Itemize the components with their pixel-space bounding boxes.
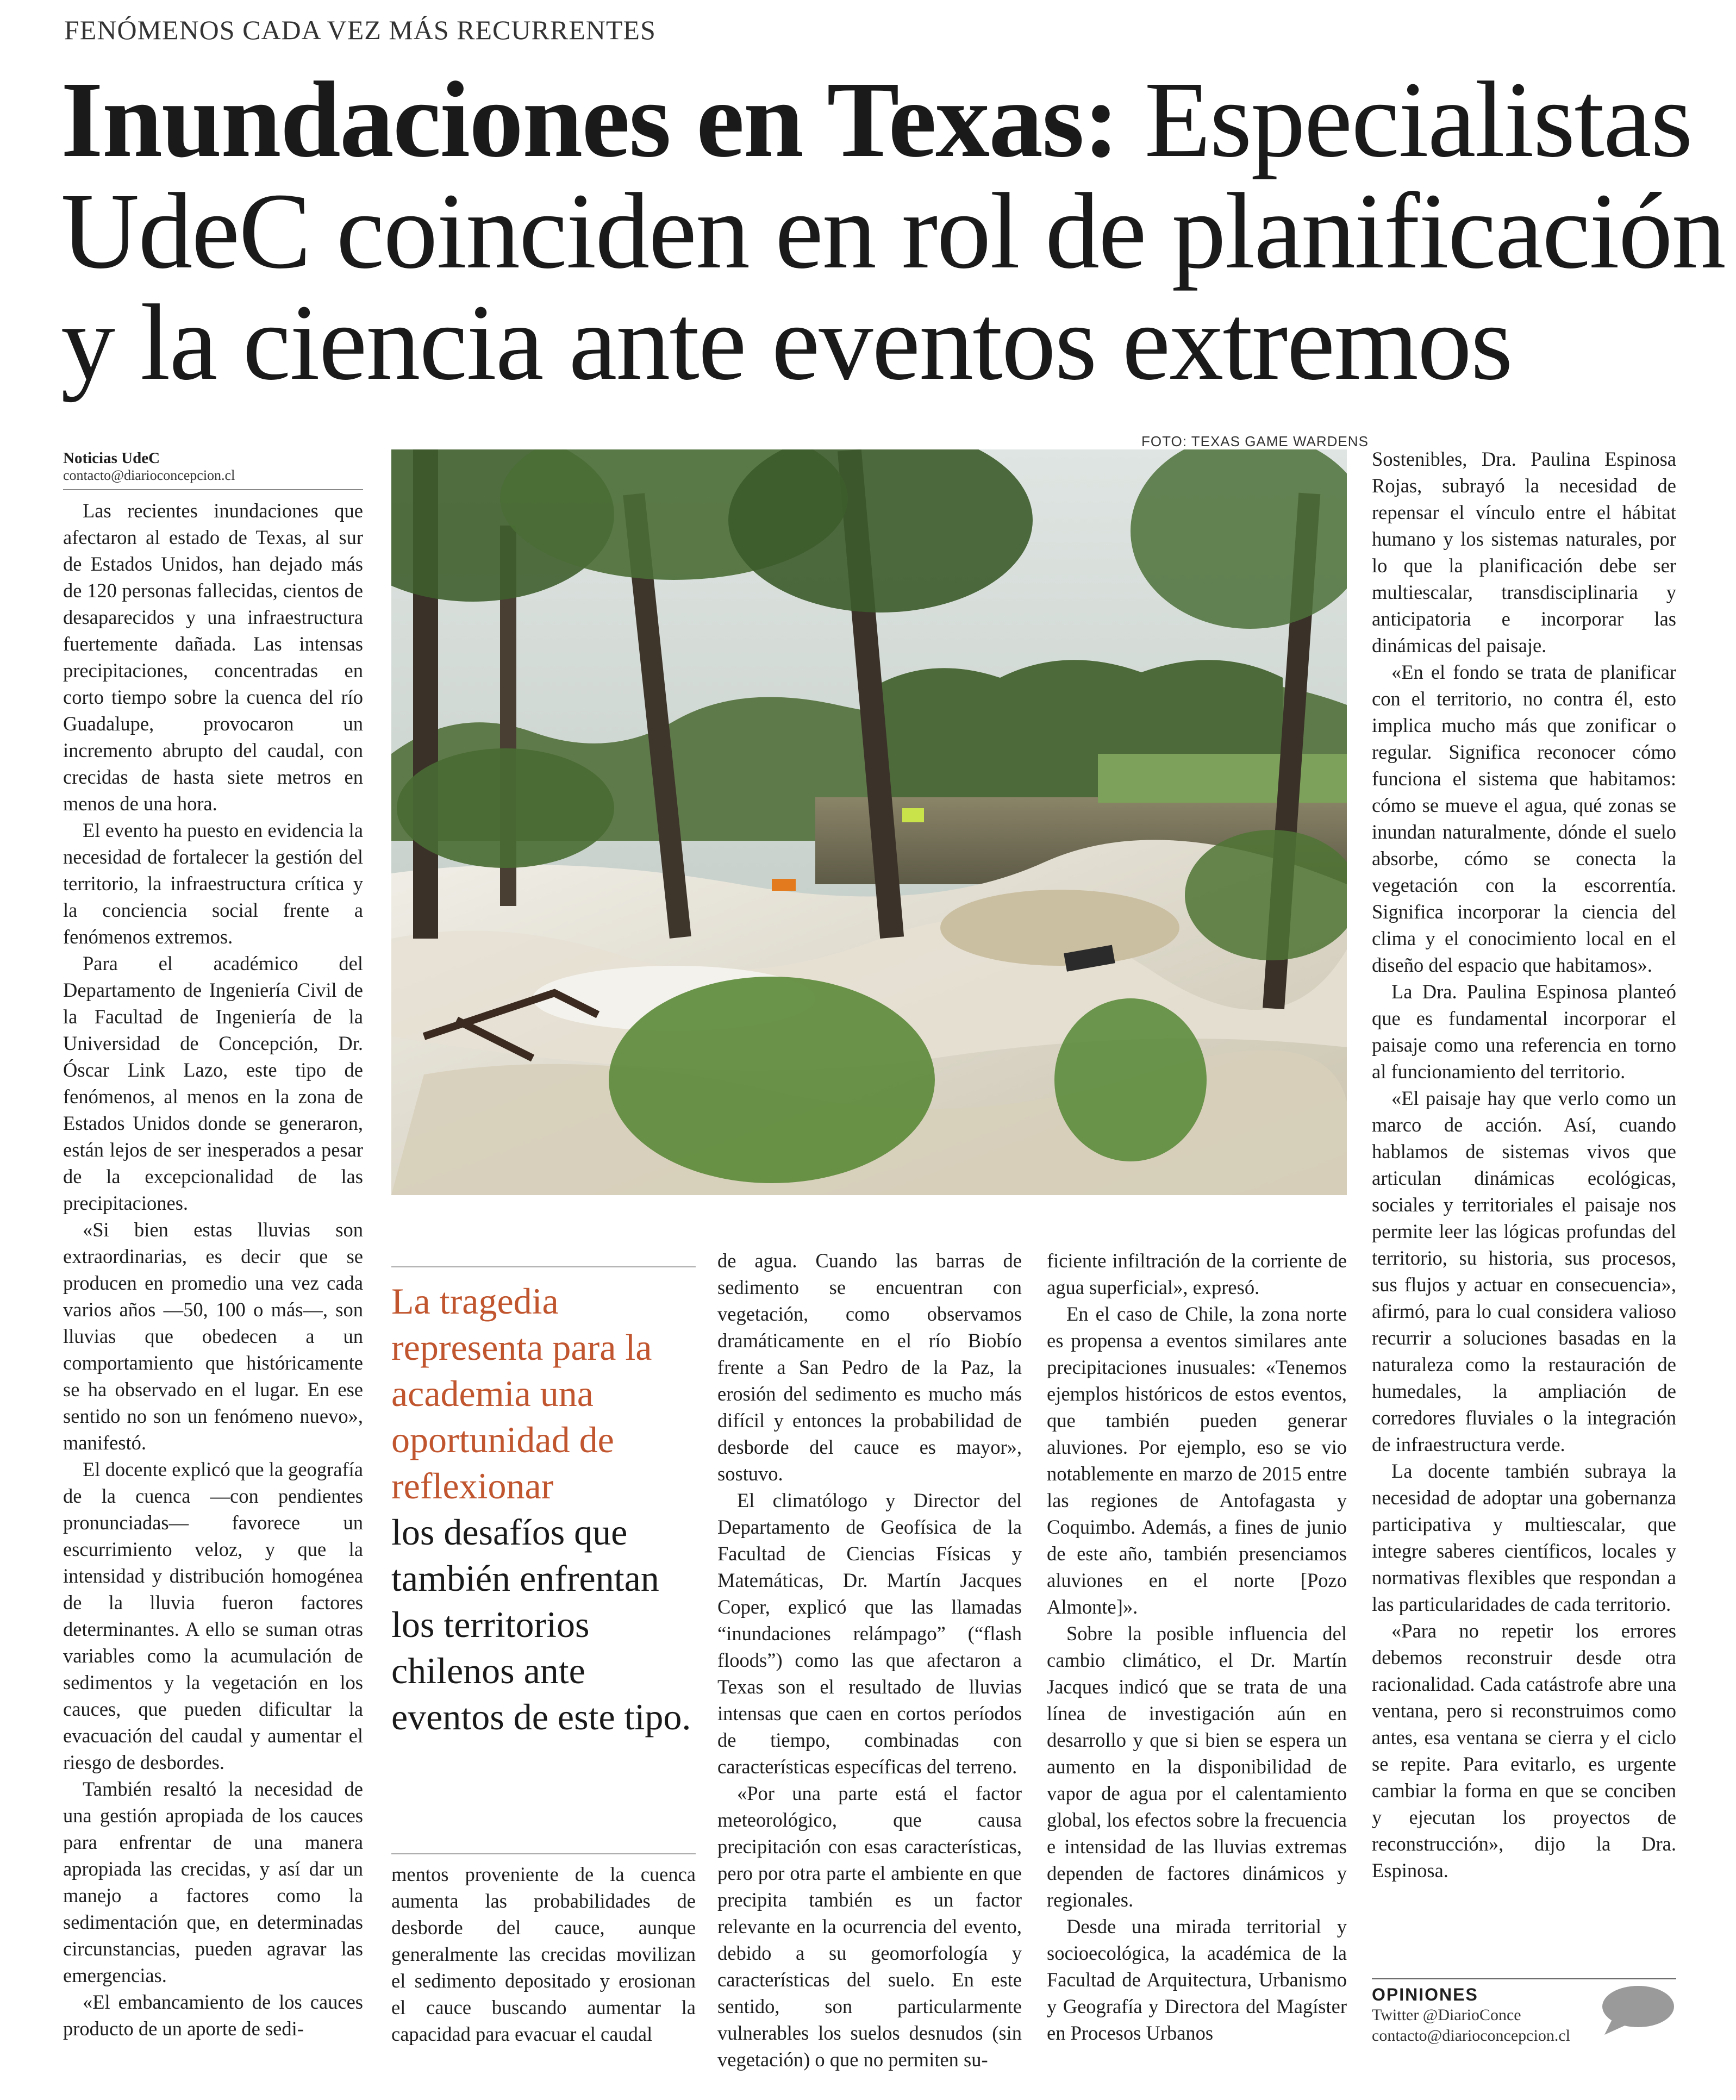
pull-quote <box>391 1266 696 1740</box>
section-kicker: FENÓMENOS CADA VEZ MÁS RECURRENTES <box>64 15 656 45</box>
col5-paragraph: La docente también subraya la necesidad de adoptar una gobernanza participativa y multiescalar, que integre saberes científicos, locales y normativas flexibles que respondan a las particularidades de cada territorio. <box>1372 1460 1676 1615</box>
col1-paragraph: Las recientes inundaciones que afectaron al estado de Texas, al sur de Estados Unidos, han dejado más de 120 personas fallecidas, cientos de desaparecidos y una infraestructura fuertemente dañada. Las intensas precipitaciones, concentradas en corto tiempo sobre la cuenca del río Guadalupe, provocaron un incremento abrupto del caudal, con crecidas de hasta siete metros en menos de una hora. <box>63 499 363 815</box>
article-column-2 <box>391 1861 696 2047</box>
flood-photo-illustration <box>391 449 1347 1195</box>
flood-photo <box>391 449 1347 1195</box>
col1-paragraph: «Si bien estas lluvias son extraordinarias, es decir que se producen en promedio una vez cada varios años —50, 100 o más—, son lluvias que obedecen a un comportamiento que históricamente se ha observado en el lugar. En ese sentido no son un fenómeno nuevo», manifestó. <box>63 1218 363 1454</box>
headline <box>61 60 1725 403</box>
col3-paragraph: de agua. Cuando las barras de sedimento se encuentran con vegetación, como observamos dramáticamente en el río Biobío frente a San Pedro de la Paz, la erosión del sedimento es mucho más difícil y entonces la probabilidad de desborde del cauce es mayor», sostuvo. <box>717 1249 1022 1485</box>
col5-paragraph: Sostenibles, Dra. Paulina Espinosa Rojas, subrayó la necesidad de repensar el vínculo entre el hábitat humano y los sistemas naturales, por lo que la planificación debe ser multiescalar, transdisciplinaria y anticipatoria e incorporar las dinámicas del paisaje. <box>1372 448 1676 657</box>
pull-quote-rule-bottom <box>391 1853 696 1854</box>
col5-paragraph: La Dra. Paulina Espinosa planteó que es fundamental incorporar el paisaje como una referencia en torno al funcionamiento del territorio. <box>1372 980 1676 1083</box>
byline-name: Noticias UdeC <box>63 449 160 467</box>
col1-paragraph: Para el académico del Departamento de Ingeniería Civil de la Facultad de Ingeniería de la Universidad de Concepción, Dr. Óscar Link Lazo, este tipo de fenómenos, al menos en la zona de Estados Unidos donde se generaron, están lejos de ser inesperados a pesar de la excepcionalidad de las precipitaciones. <box>63 952 363 1214</box>
col1-paragraph: El docente explicó que la geografía de la cuenca —con pendientes pronunciadas— favorece un escurrimiento veloz, y que la intensidad y distribución homogénea de la lluvia fueron factores determinantes. A ello se suman otras variables como la acumulación de sedimentos y la vegetación en los cauces, que pueden dificultar la evacuación del caudal y aumentar el riesgo de desbordes. <box>63 1458 363 1773</box>
headline-bold: Inundaciones en Texas: <box>61 60 1119 180</box>
byline-email: contacto@diarioconcepcion.cl <box>63 467 235 483</box>
headline-line3: y la ciencia ante eventos extremos <box>61 283 1512 403</box>
col1-paragraph: «El embancamiento de los cauces producto de un aporte de sedi- <box>63 1991 363 2040</box>
opinions-rule <box>1372 1978 1676 1979</box>
headline-line2: UdeC coinciden en rol de planificación <box>61 171 1725 291</box>
article-column-4 <box>1047 1247 1347 2046</box>
photo-credit: FOTO: TEXAS GAME WARDENS <box>1141 433 1369 449</box>
pull-quote-rule-top <box>391 1266 696 1267</box>
speech-bubble-icon <box>1597 1984 1676 2041</box>
headline-line1-rest: Especialistas <box>1118 60 1692 180</box>
article-column-3 <box>717 1247 1022 2073</box>
col4-paragraph: Sobre la posible influencia del cambio climático, el Dr. Martín Jacques indicó que se trata de una línea de investigación aún en desarrollo y que si bien se espera un aumento en la disponibilidad de vapor de agua por el calentamiento global, los efectos sobre la frecuencia e intensidad de las lluvias extremas dependen de factores dinámicos y regionales. <box>1047 1622 1347 1911</box>
opinions-email[interactable]: contacto@diarioconcepcion.cl <box>1372 2027 1570 2045</box>
col3-paragraph: El climatólogo y Director del Departamento de Geofísica de la Facultad de Ciencias Físicas y Matemáticas, Dr. Martín Jacques Coper, explicó que las llamadas “inundaciones relámpago” (“flash floods”) como las que afectaron a Texas son el resultado de lluvias intensas que caen en cortos períodos de tiempo, combinadas con características específicas del terreno. <box>717 1489 1022 1778</box>
col1-paragraph: También resaltó la necesidad de una gestión apropiada de los cauces para enfrentar de una manera apropiada las crecidas, y así dar un manejo a factores como la sedimentación que, en determinadas circunstancias, pueden agravar las emergencias. <box>63 1778 363 1986</box>
pull-quote-text: los desafíos que también enfrentan los territorios chilenos ante eventos de este tipo. <box>391 1511 691 1738</box>
byline-rule <box>63 489 363 490</box>
article-column-5 <box>1372 446 1676 1884</box>
col2-paragraph: mentos proveniente de la cuenca aumenta las probabilidades de desborde del cauce, aunque generalmente las crecidas movilizan el sedimento depositado y erosionan el cauce buscando aumentar la capacidad para evacuar el caudal <box>391 1863 696 2045</box>
col5-paragraph: «En el fondo se trata de planificar con el territorio, no contra él, esto implica mucho más que zonificar o regular. Significa reconocer cómo funciona el sistema que habitamos: cómo se mueve el agua, qué zonas se inundan naturalmente, dónde el suelo absorbe, cómo se conecta la vegetación con la escorrentía. Significa incorporar la ciencia del clima y el conocimiento local en el diseño del espacio que habitamos». <box>1372 661 1676 976</box>
opinions-title: OPINIONES <box>1372 1985 1478 2004</box>
pull-quote-highlight: La tragedia representa para la academia una oportunidad de reflexionar <box>391 1280 652 1507</box>
col1-paragraph: El evento ha puesto en evidencia la necesidad de fortalecer la gestión del territorio, la infraestructura crítica y la conciencia social frente a fenómenos extremos. <box>63 819 363 948</box>
byline <box>63 449 363 490</box>
col4-paragraph: En el caso de Chile, la zona norte es propensa a eventos similares ante precipitaciones inusuales: «Tenemos ejemplos históricos de estos eventos, que también pueden generar aluviones. Por ejemplo, eso se vio notablemente en marzo de 2015 entre las regiones de Antofagasta y Coquimbo. Además, a fines de junio de este año, también presenciamos aluviones en el norte [Pozo Almonte]». <box>1047 1303 1347 1618</box>
col4-paragraph: ficiente infiltración de la corriente de agua superficial», expresó. <box>1047 1249 1347 1298</box>
col5-paragraph: «El paisaje hay que verlo como un marco de acción. Así, cuando hablamos de sistemas vivos que articulan dinámicas ecológicas, sociales y territoriales el paisaje nos permite leer las lógicas profundas del territorio, su historia, sus procesos, sus flujos y actuar en consecuencia», afirmó, para lo cual considera valioso recurrir a soluciones basadas en la naturaleza como la restauración de humedales, la ampliación de corredores fluviales o la integración de infraestructura verde. <box>1372 1087 1676 1455</box>
col4-paragraph: Desde una mirada territorial y socioecológica, la académica de la Facultad de Arquitectura, Urbanismo y Geografía y Directora del Magíster en Procesos Urbanos <box>1047 1915 1347 2044</box>
col5-paragraph: «Para no repetir los errores debemos reconstruir desde otra racionalidad. Cada catástrofe abre una ventana, pero si reconstruimos como antes, esa ventana se cierra y el ciclo se repite. Para evitarlo, es urgente cambiar la forma en que se conciben y ejecutan los proyectos de reconstrucción», dijo la Dra. Espinosa. <box>1372 1620 1676 1882</box>
opinions-twitter[interactable]: Twitter @DiarioConce <box>1372 2006 1521 2024</box>
article-column-1 <box>63 497 363 2042</box>
col3-paragraph: «Por una parte está el factor meteorológico, que causa precipitación con esas características, pero por otra parte el ambiente en que precipita también es un factor relevante en la ocurrencia del evento, debido a su geomorfología y características del suelo. En este sentido, son particularmente vulnerables los suelos desnudos (sin vegetación) o que no permiten su- <box>717 1782 1022 2071</box>
